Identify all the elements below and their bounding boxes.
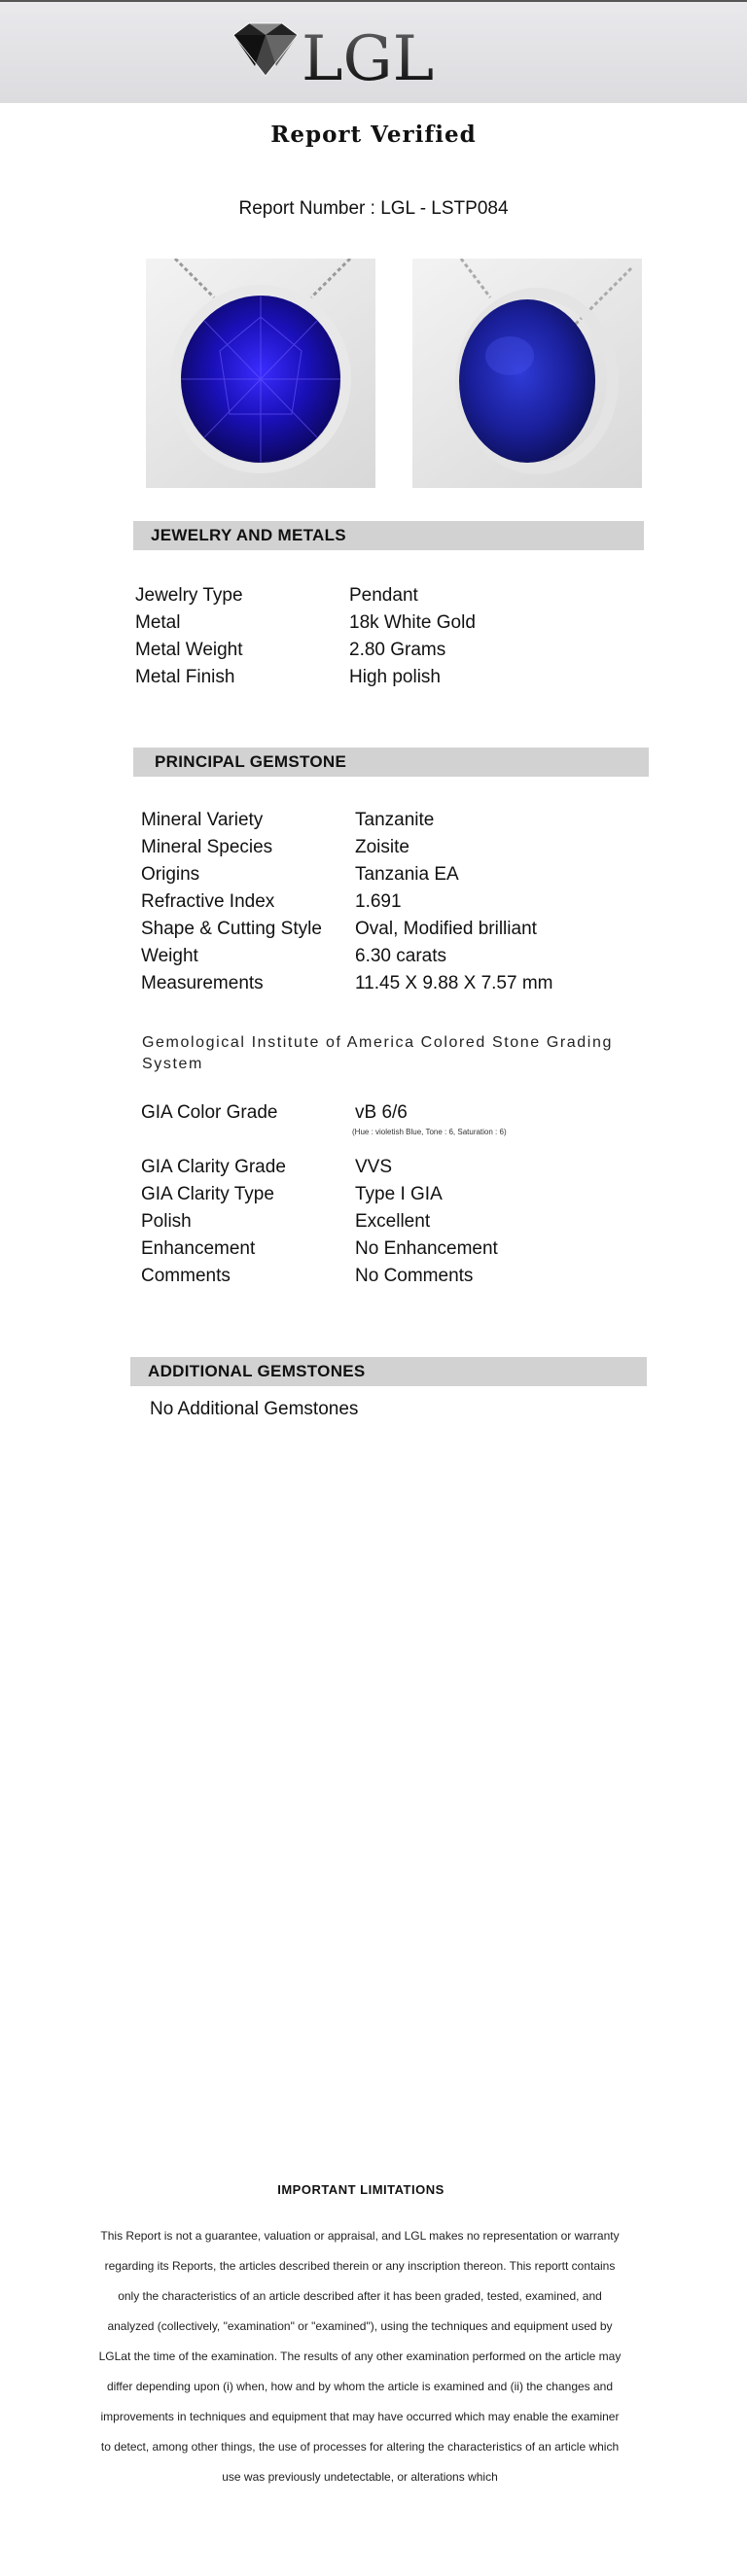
grade-label: Polish: [141, 1211, 192, 1232]
jewelry-value: 2.80 Grams: [349, 640, 446, 660]
gemstone-value: 6.30 carats: [355, 946, 446, 966]
jewelry-section-heading: JEWELRY AND METALS: [133, 521, 644, 550]
report-number: Report Number : LGL - LSTP084: [238, 198, 509, 219]
jewelry-value: High polish: [349, 667, 441, 687]
jewelry-label: Jewelry Type: [135, 585, 243, 606]
jewelry-label: Metal: [135, 612, 181, 633]
grade-value: No Enhancement: [355, 1238, 498, 1259]
gemstone-label: Weight: [141, 946, 198, 966]
gemstone-label: Refractive Index: [141, 891, 275, 912]
jewelry-label: Metal Finish: [135, 667, 235, 687]
jewelry-value: 18k White Gold: [349, 612, 476, 633]
gemstone-value: Zoisite: [355, 837, 409, 857]
limitations-heading: IMPORTANT LIMITATIONS: [277, 2182, 445, 2197]
grade-label: GIA Clarity Grade: [141, 1157, 286, 1177]
gemstone-label: Origins: [141, 864, 200, 885]
gemstone-label: Mineral Variety: [141, 810, 264, 830]
grade-value: Excellent: [355, 1211, 431, 1232]
gemstone-label: Measurements: [141, 973, 264, 993]
jewelry-value: Pendant: [349, 585, 418, 606]
pendant-front-photo: [146, 259, 375, 488]
grade-value: No Comments: [355, 1266, 474, 1286]
report-title: Report Verified: [270, 122, 477, 148]
diamond-icon: [226, 19, 479, 93]
grade-label: Enhancement: [141, 1238, 256, 1259]
gemstone-value: Tanzania EA: [355, 864, 459, 885]
gemstone-label: Shape & Cutting Style: [141, 919, 322, 939]
gemstone-label: Mineral Species: [141, 837, 273, 857]
grade-label: Comments: [141, 1266, 231, 1286]
limitations-text: This Report is not a guarantee, valuation or appraisal, and LGL makes no representation or warranty regarding its Reports, the articles described therein or any inscription thereon. This reportt contains only the characteristics of an article described after it has been graded, tested, examined, and analyzed (collectively, "examination" or "examined"), using the techniques and equipment used by LGLat the time of the examination. The results of any other examination performed on the article may differ depending upon (i) when, how and by whom the article is examined and (ii) the changes and improvements in techniques and equipment that may have occurred which may enable the examiner to detect, among other things, the use of processes for altering the characteristics of an article which use was previously undetectable, or alterations which: [98, 2229, 622, 2484]
grade-value: Type I GIA: [355, 1184, 443, 1204]
grade-label: GIA Clarity Type: [141, 1184, 274, 1204]
logo-text: LGL: [302, 23, 435, 93]
grade-value: VVS: [355, 1157, 393, 1177]
color-grade-note: (Hue : violetish Blue, Tone : 6, Saturation : 6): [352, 1128, 507, 1136]
color-grade-value: vB 6/6: [355, 1102, 408, 1123]
gemstone-value: Tanzanite: [355, 810, 435, 830]
color-grade-label: GIA Color Grade: [141, 1102, 278, 1123]
gemstone-value: Oval, Modified brilliant: [355, 919, 537, 939]
pendant-side-photo: [412, 259, 642, 488]
additional-section-heading: ADDITIONAL GEMSTONES: [130, 1357, 647, 1386]
gemstone-value: 11.45 X 9.88 X 7.57 mm: [355, 973, 553, 993]
no-additional-text: No Additional Gemstones: [150, 1399, 359, 1419]
principal-section-heading: PRINCIPAL GEMSTONE: [133, 748, 649, 777]
gia-grading-system-note: Gemological Institute of America Colored Stone Grading System: [142, 1034, 613, 1072]
lgl-logo[interactable]: [226, 19, 479, 93]
header-band: [0, 0, 747, 103]
jewelry-label: Metal Weight: [135, 640, 243, 660]
gemstone-value: 1.691: [355, 891, 402, 912]
